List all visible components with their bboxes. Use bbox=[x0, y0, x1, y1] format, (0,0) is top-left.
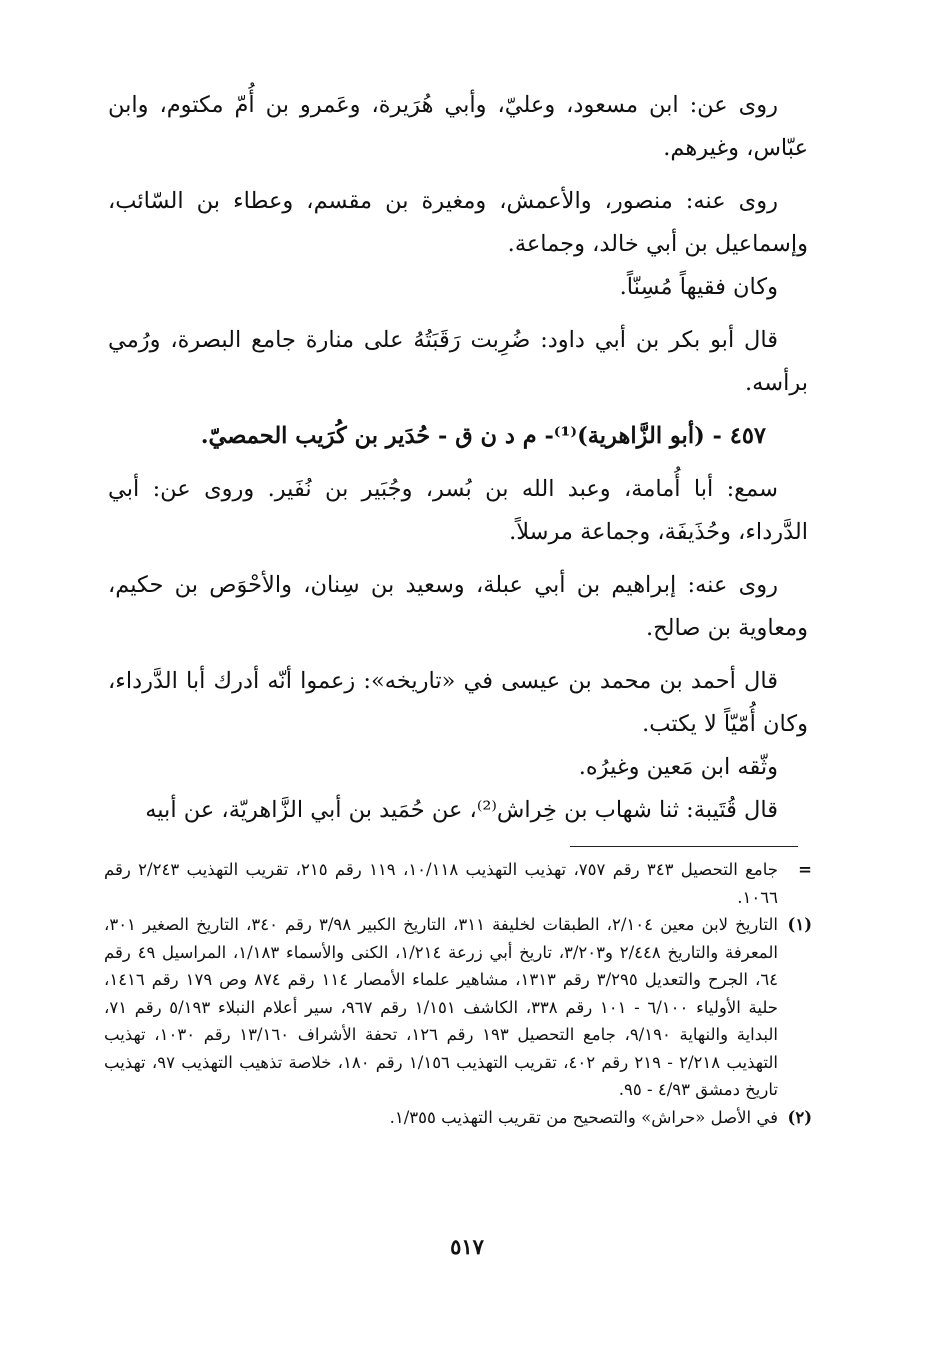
footnote-text: في الأصل «حراش» والتصحيح من تقريب التهذيب ١/٣٥٥. bbox=[389, 1107, 778, 1127]
page-number: ٥١٧ bbox=[450, 1234, 484, 1259]
footnote-continued bbox=[104, 856, 812, 911]
paragraph-quote: قال أبو بكر بن أبي داود: ضُرِبت رَقَبَتُهُ على منارة جامع البصرة، ورُمي برأسه. bbox=[108, 327, 808, 396]
footnotes bbox=[104, 856, 812, 1131]
entry-heading bbox=[108, 415, 808, 458]
paragraph-heard-from: سمع: أبا أُمامة، وعبد الله بن بُسر، وجُبَير بن نُفَير. وروى عن: أبي الدَّرداء، وحُذَيفَة، وجماعة مرسلاً. bbox=[108, 476, 808, 545]
footnote-2 bbox=[104, 1104, 812, 1132]
paragraph-narrated-from: روى عن: ابن مسعود، وعليّ، وأبي هُرَيرة، وعَمرو بن أُمّ مكتوم، وابن عبّاس، وغيرهم. bbox=[108, 92, 808, 161]
footnote-text: جامع التحصيل ٣٤٣ رقم ٧٥٧، تهذيب التهذيب ١٠/١١٨، ١١٩ رقم ٢١٥، تقريب التهذيب ٢/٢٤٣ رقم ١٠٦٦. bbox=[104, 860, 778, 907]
paragraph-qutayba: قال قُتَيبة: ثنا شهاب بن خِراش⁽²⁾، عن حُمَيد بن أبي الزَّاهريّة، عن أبيه bbox=[145, 797, 778, 823]
paragraph-trustworthiness: وثّقه ابن مَعين وغيرُه. bbox=[578, 754, 778, 780]
entry-number: ٤٥٧ bbox=[729, 423, 766, 449]
main-text bbox=[108, 84, 808, 832]
paragraph-history-quote: قال أحمد بن محمد بن عيسى في «تاريخه»: زعموا أنّه أدرك أبا الدَّرداء، وكان أُمّيّاً لا يكتب. bbox=[108, 668, 808, 737]
footnote-marker: (١) bbox=[787, 915, 812, 934]
footnote-marker: = bbox=[798, 860, 812, 879]
paragraph-description: وكان فقيهاً مُسِنّاً. bbox=[619, 274, 778, 300]
footnote-text: التاريخ لابن معين ٢/١٠٤، الطبقات لخليفة ٣١١، التاريخ الكبير ٣/٩٨ رقم ٣٤٠، التاريخ الصغير ٣٠١، المعرفة والتاريخ ٢/٤٤٨ و٣/٢٠٣، تاريخ أبي زرعة ١/٢١٤، الكنى والأسماء ١/١٨٣، المراسيل ٤٩ رقم ٦٤، الجرح والتعديل ٣/٢٩٥ رقم ١٣١٣، مشاهير علماء الأمصار ١١٤ رقم ٨٧٤ وص ١٧٩ رقم ١٤١٦، حلية الأولياء ٦/١٠٠ - ١٠١ رقم ٣٣٨، الكاشف ١/١٥١ رقم ٩٦٧، سير أعلام النبلاء ٥/١٩٣ رقم ٧١، البداية والنهاية ٩/١٩٠، جامع التحصيل ١٩٣ رقم ١٢٦، تحفة الأشراف ١٣/١٦٠ رقم ١٠٣٠، تهذيب التهذيب ٢/٢١٨ - ٢١٩ رقم ٤٠٢، تقريب التهذيب ١/١٥٦ رقم ١٨٠، خلاصة تذهيب التهذيب ٩٧، تهذيب تاريخ دمشق ٤/٩٣ - ٩٥. bbox=[104, 915, 779, 1099]
entry-title: - (أبو الزَّاهرية)⁽¹⁾- م د ن ق - حُدَير بن كُرَيب الحمصيّ. bbox=[200, 423, 722, 449]
paragraph-narrators: روى عنه: منصور، والأعمش، ومغيرة بن مقسم، وعطاء بن السّائب، وإسماعيل بن أبي خالد، وجماعة. bbox=[108, 188, 808, 257]
footnote-marker: (٢) bbox=[787, 1107, 812, 1127]
footnote-1 bbox=[104, 911, 812, 1104]
paragraph-narrators-2: روى عنه: إبراهيم بن أبي عبلة، وسعيد بن سِنان، والأحْوَص بن حكيم، ومعاوية بن صالح. bbox=[108, 572, 808, 641]
footnote-divider bbox=[570, 846, 798, 847]
